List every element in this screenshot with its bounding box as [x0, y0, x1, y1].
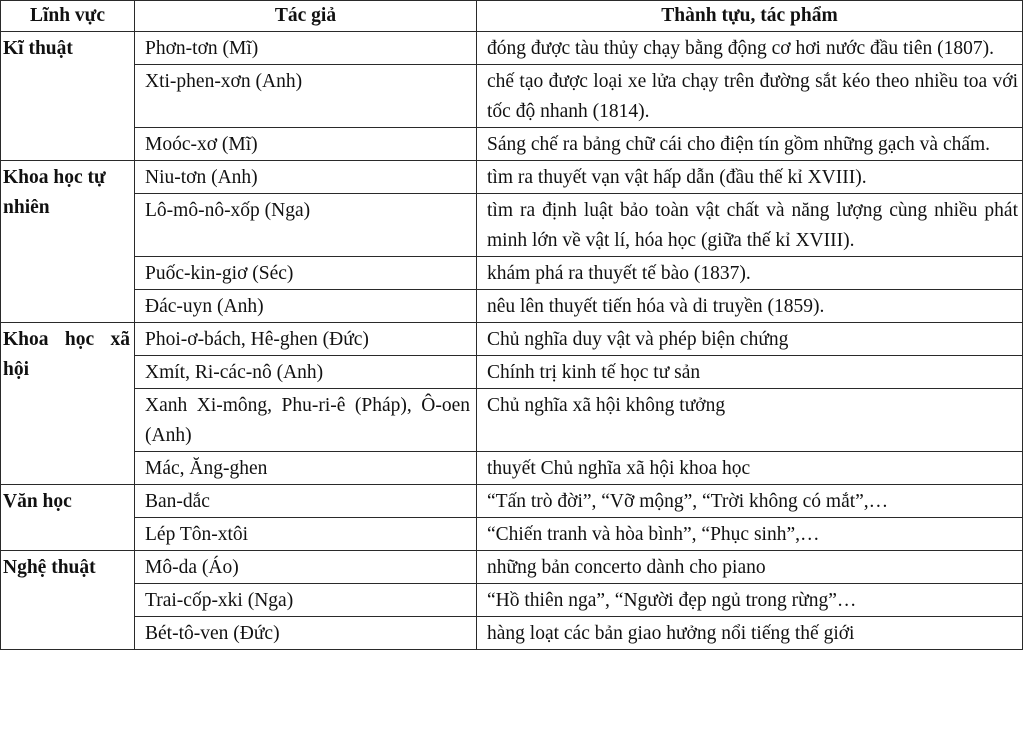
table-row	[1, 128, 1023, 161]
header-work: Thành tựu, tác phẩm	[477, 1, 1023, 32]
author-cell: Puốc-kin-giơ (Séc)	[135, 257, 477, 290]
work-cell: khám phá ra thuyết tế bào (1837).	[477, 257, 1023, 290]
work-cell: Chủ nghĩa xã hội không tưởng	[477, 389, 1023, 452]
table-row	[1, 65, 1023, 128]
work-cell: Sáng chế ra bảng chữ cái cho điện tín gồm những gạch và chấm.	[477, 128, 1023, 161]
table-row	[1, 389, 1023, 452]
author-cell: Xmít, Ri-các-nô (Anh)	[135, 356, 477, 389]
work-cell: thuyết Chủ nghĩa xã hội khoa học	[477, 452, 1023, 485]
field-cell-literature: Văn học	[1, 485, 135, 551]
author-cell: Xanh Xi-mông, Phu-ri-ê (Pháp), Ô-oen (Anh)	[135, 389, 477, 452]
header-author: Tác giả	[135, 1, 477, 32]
author-cell: Bét-tô-ven (Đức)	[135, 617, 477, 650]
work-cell: “Tấn trò đời”, “Vỡ mộng”, “Trời không có mắt”,…	[477, 485, 1023, 518]
table-row	[1, 356, 1023, 389]
work-cell: “Hồ thiên nga”, “Người đẹp ngủ trong rừng”…	[477, 584, 1023, 617]
author-cell: Ban-dắc	[135, 485, 477, 518]
header-row	[1, 1, 1023, 32]
table-row	[1, 485, 1023, 518]
work-cell: tìm ra thuyết vạn vật hấp dẫn (đầu thế kỉ XVIII).	[477, 161, 1023, 194]
field-cell-social-science: Khoa học xã hội	[1, 323, 135, 485]
work-cell: chế tạo được loại xe lửa chạy trên đường sắt kéo theo nhiều toa với tốc độ nhanh (1814).	[477, 65, 1023, 128]
author-cell: Niu-tơn (Anh)	[135, 161, 477, 194]
work-cell: những bản concerto dành cho piano	[477, 551, 1023, 584]
work-cell: nêu lên thuyết tiến hóa và di truyền (1859).	[477, 290, 1023, 323]
author-cell: Xti-phen-xơn (Anh)	[135, 65, 477, 128]
work-cell: tìm ra định luật bảo toàn vật chất và năng lượng cùng nhiều phát minh lớn về vật lí, hóa học (giữa thế kỉ XVIII).	[477, 194, 1023, 257]
work-cell: Chính trị kinh tế học tư sản	[477, 356, 1023, 389]
work-cell: “Chiến tranh và hòa bình”, “Phục sinh”,…	[477, 518, 1023, 551]
author-cell: Moóc-xơ (Mĩ)	[135, 128, 477, 161]
author-cell: Đác-uyn (Anh)	[135, 290, 477, 323]
header-field: Lĩnh vực	[1, 1, 135, 32]
table-row	[1, 551, 1023, 584]
author-cell: Phơn-tơn (Mĩ)	[135, 32, 477, 65]
work-cell: Chủ nghĩa duy vật và phép biện chứng	[477, 323, 1023, 356]
author-cell: Trai-cốp-xki (Nga)	[135, 584, 477, 617]
table-row	[1, 584, 1023, 617]
author-cell: Lép Tôn-xtôi	[135, 518, 477, 551]
table-row	[1, 257, 1023, 290]
table-row	[1, 518, 1023, 551]
author-cell: Mô-da (Áo)	[135, 551, 477, 584]
work-cell: hàng loạt các bản giao hưởng nổi tiếng thế giới	[477, 617, 1023, 650]
field-cell-art: Nghệ thuật	[1, 551, 135, 650]
field-cell-natural-science: Khoa học tự nhiên	[1, 161, 135, 323]
table-row	[1, 194, 1023, 257]
table-row	[1, 323, 1023, 356]
table-row	[1, 290, 1023, 323]
work-cell: đóng được tàu thủy chạy bằng động cơ hơi nước đầu tiên (1807).	[477, 32, 1023, 65]
table-row	[1, 452, 1023, 485]
author-cell: Lô-mô-nô-xốp (Nga)	[135, 194, 477, 257]
table-row	[1, 161, 1023, 194]
table-row	[1, 32, 1023, 65]
author-cell: Phoi-ơ-bách, Hê-ghen (Đức)	[135, 323, 477, 356]
field-cell-engineering: Kĩ thuật	[1, 32, 135, 161]
author-cell: Mác, Ăng-ghen	[135, 452, 477, 485]
table-row	[1, 617, 1023, 650]
